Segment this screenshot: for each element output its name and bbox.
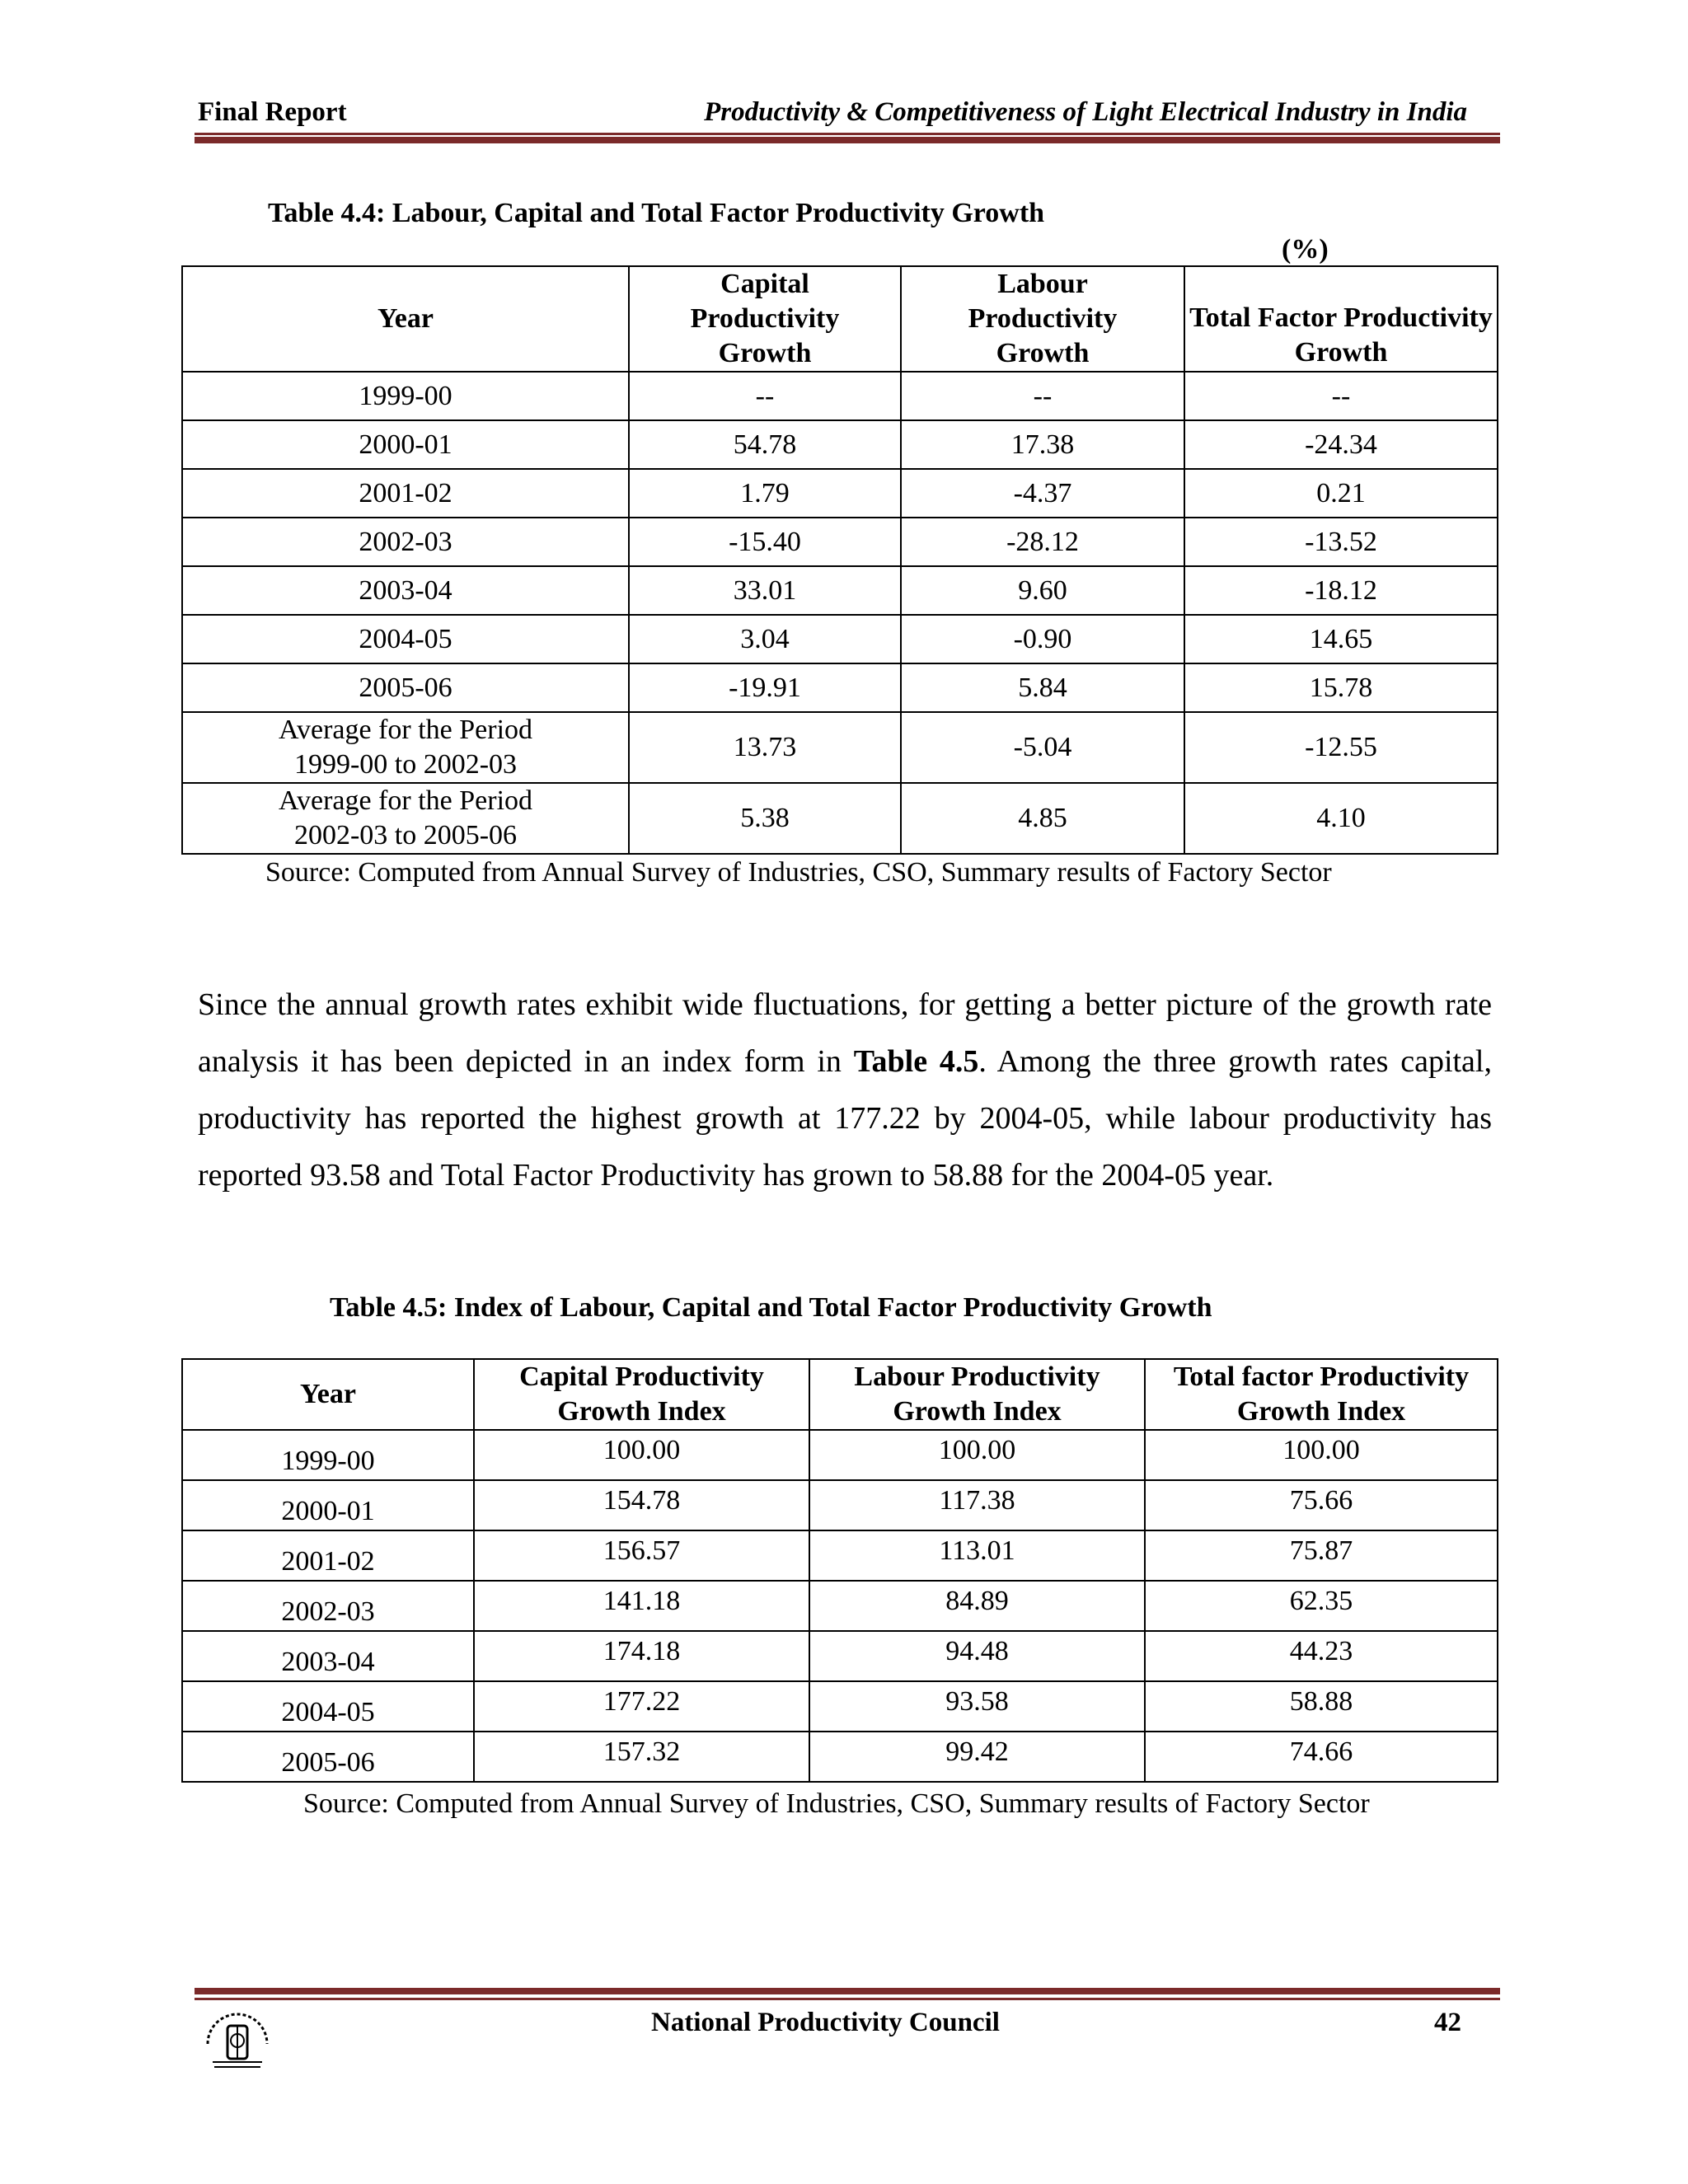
table-cell: -28.12 bbox=[901, 518, 1184, 566]
table-row bbox=[182, 1430, 1498, 1480]
table-cell: 100.00 bbox=[1145, 1430, 1498, 1480]
table-row bbox=[182, 372, 1498, 420]
table-average-row bbox=[182, 712, 1498, 783]
table-cell: 1.79 bbox=[629, 469, 901, 518]
table-average-row bbox=[182, 783, 1498, 854]
table-cell: 84.89 bbox=[809, 1581, 1145, 1631]
column-header: Total factor Productivity Growth Index bbox=[1145, 1359, 1498, 1430]
table-cell: 117.38 bbox=[809, 1480, 1145, 1530]
table-cell: 113.01 bbox=[809, 1530, 1145, 1581]
table-cell: -18.12 bbox=[1184, 566, 1498, 615]
table-reference: Table 4.5 bbox=[853, 1044, 979, 1079]
table-cell bbox=[182, 712, 629, 783]
table-cell: 2003-04 bbox=[182, 566, 629, 615]
table-4-4-source: Source: Computed from Annual Survey of Industries, CSO, Summary results of Factory Sector bbox=[265, 857, 1332, 888]
table-cell: 58.88 bbox=[1145, 1681, 1498, 1732]
table-cell: -24.34 bbox=[1184, 420, 1498, 469]
table-cell: 14.65 bbox=[1184, 615, 1498, 663]
table-cell: 93.58 bbox=[809, 1681, 1145, 1732]
column-header: Labour Productivity Growth Index bbox=[809, 1359, 1145, 1430]
table-4-5 bbox=[181, 1358, 1498, 1783]
table-cell: -0.90 bbox=[901, 615, 1184, 663]
footer-organization: National Productivity Council bbox=[651, 2008, 1000, 2037]
table-cell: -12.55 bbox=[1184, 712, 1498, 783]
table-row bbox=[182, 1480, 1498, 1530]
table-cell: 2005-06 bbox=[182, 1732, 474, 1782]
table-cell: 1999-00 bbox=[182, 372, 629, 420]
table-4-4 bbox=[181, 265, 1498, 855]
table-row bbox=[182, 1631, 1498, 1681]
table-cell: 9.60 bbox=[901, 566, 1184, 615]
table-cell: -5.04 bbox=[901, 712, 1184, 783]
table-row bbox=[182, 1681, 1498, 1732]
table-cell: 75.87 bbox=[1145, 1530, 1498, 1581]
table-cell: 1999-00 bbox=[182, 1430, 474, 1480]
footer-rule-thin bbox=[195, 1998, 1500, 2000]
table-cell: -- bbox=[629, 372, 901, 420]
table-cell: 100.00 bbox=[474, 1430, 809, 1480]
table-cell: 100.00 bbox=[809, 1430, 1145, 1480]
npc-logo bbox=[196, 2008, 279, 2079]
table-cell: 2005-06 bbox=[182, 663, 629, 712]
table-cell: 4.85 bbox=[901, 783, 1184, 854]
table-row bbox=[182, 1530, 1498, 1581]
table-cell: 0.21 bbox=[1184, 469, 1498, 518]
table-cell: 44.23 bbox=[1145, 1631, 1498, 1681]
table-cell: 2003-04 bbox=[182, 1631, 474, 1681]
table-cell: 5.38 bbox=[629, 783, 901, 854]
table-cell: 99.42 bbox=[809, 1732, 1145, 1782]
table-row bbox=[182, 469, 1498, 518]
page-number: 42 bbox=[1434, 2008, 1461, 2037]
column-header: Year bbox=[182, 266, 629, 372]
table-cell: 2000-01 bbox=[182, 1480, 474, 1530]
table-cell: 4.10 bbox=[1184, 783, 1498, 854]
table-cell: 2001-02 bbox=[182, 1530, 474, 1581]
table-cell: -- bbox=[901, 372, 1184, 420]
table-cell: 3.04 bbox=[629, 615, 901, 663]
table-cell: 157.32 bbox=[474, 1732, 809, 1782]
table-cell: -- bbox=[1184, 372, 1498, 420]
table-row bbox=[182, 420, 1498, 469]
table-cell: -19.91 bbox=[629, 663, 901, 712]
average-label-line: 2002-03 to 2005-06 bbox=[293, 820, 518, 851]
table-cell: 2004-05 bbox=[182, 1681, 474, 1732]
column-header: Labour Productivity Growth bbox=[901, 266, 1184, 372]
header-right-title: Productivity & Competitiveness of Light Electrical Industry in India bbox=[704, 97, 1467, 127]
table-cell: 2002-03 bbox=[182, 518, 629, 566]
table-row bbox=[182, 518, 1498, 566]
table-cell: 5.84 bbox=[901, 663, 1184, 712]
table-cell: 156.57 bbox=[474, 1530, 809, 1581]
table-row bbox=[182, 615, 1498, 663]
column-header: Capital Productivity Growth bbox=[629, 266, 901, 372]
table-cell: 62.35 bbox=[1145, 1581, 1498, 1631]
average-label-line: Average for the Period bbox=[278, 715, 533, 745]
table-cell: 2001-02 bbox=[182, 469, 629, 518]
header-left-title: Final Report bbox=[198, 97, 347, 127]
table-cell: 2000-01 bbox=[182, 420, 629, 469]
table-cell: 154.78 bbox=[474, 1480, 809, 1530]
body-paragraph: Since the annual growth rates exhibit wide fluctuations, for getting a better picture of the growth rate analysis it has been depicted in an index form in Table 4.5. Among the three growth rates capital, productivity has reported the highest growth at 177.22 by 2004-05, while labour productivity has reported 93.58 and Total Factor Productivity has grown to 58.88 for the 2004-05 year. bbox=[198, 987, 1492, 1193]
header-rule-thick bbox=[195, 137, 1500, 143]
table-cell: 94.48 bbox=[809, 1631, 1145, 1681]
header-rule-thin bbox=[195, 133, 1500, 135]
table-cell: 177.22 bbox=[474, 1681, 809, 1732]
table-4-4-header-row bbox=[182, 266, 1498, 372]
table-cell: 2004-05 bbox=[182, 615, 629, 663]
column-header: Year bbox=[182, 1359, 474, 1430]
footer-rule-thick bbox=[195, 1988, 1500, 1994]
table-cell: 75.66 bbox=[1145, 1480, 1498, 1530]
table-cell: 54.78 bbox=[629, 420, 901, 469]
table-row bbox=[182, 566, 1498, 615]
table-cell: 174.18 bbox=[474, 1631, 809, 1681]
table-4-4-title: Table 4.4: Labour, Capital and Total Factor Productivity Growth bbox=[268, 198, 1045, 228]
table-cell: 15.78 bbox=[1184, 663, 1498, 712]
table-cell: 74.66 bbox=[1145, 1732, 1498, 1782]
table-cell: -4.37 bbox=[901, 469, 1184, 518]
table-cell: 2002-03 bbox=[182, 1581, 474, 1631]
table-cell bbox=[182, 783, 629, 854]
table-4-4-unit: (%) bbox=[1282, 234, 1329, 265]
table-4-5-header-row bbox=[182, 1359, 1498, 1430]
table-cell: -13.52 bbox=[1184, 518, 1498, 566]
table-4-5-source: Source: Computed from Annual Survey of Industries, CSO, Summary results of Factory Sector bbox=[303, 1788, 1370, 1819]
table-cell: 141.18 bbox=[474, 1581, 809, 1631]
table-row bbox=[182, 1732, 1498, 1782]
table-cell: -15.40 bbox=[629, 518, 901, 566]
column-header: Capital Productivity Growth Index bbox=[474, 1359, 809, 1430]
table-cell: 17.38 bbox=[901, 420, 1184, 469]
table-row bbox=[182, 1581, 1498, 1631]
table-row bbox=[182, 663, 1498, 712]
column-header: Total Factor Productivity Growth bbox=[1184, 266, 1498, 372]
average-label-line: 1999-00 to 2002-03 bbox=[293, 749, 518, 780]
average-label-line: Average for the Period bbox=[278, 785, 533, 816]
table-cell: 13.73 bbox=[629, 712, 901, 783]
table-cell: 33.01 bbox=[629, 566, 901, 615]
table-4-5-title: Table 4.5: Index of Labour, Capital and Total Factor Productivity Growth bbox=[330, 1292, 1212, 1323]
